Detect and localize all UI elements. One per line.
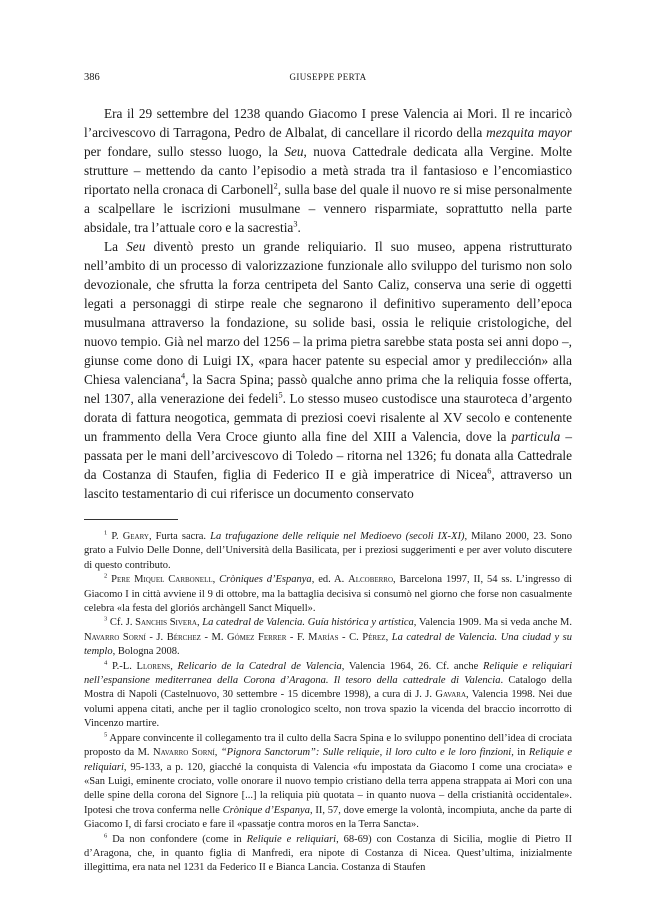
paragraph: La Seu diventò presto un grande reliquiario. Il suo museo, appena ristrutturato nell’ambito di un processo di valorizzazione funzionale allo sviluppo del turismo non solo devozionale, che sfrutta la forza centripeta del Santo Caliz, conserva una serie di oggetti legati a personaggi di stirpe reale che segnarono il definitivo superamento dell’epoca musulmana attraverso la fondazione, su solide basi, ossia le reliquie cristologiche, del nuovo tempio. Già nel marzo del 1256 – la prima pietra sarebbe stata posta sei anni dopo –, giunse come dono di Luigi IX, «para hacer patente su especial amor y predilección» alla Chiesa valenciana$^4$, la Sacra Spina; passò qualche anno prima che la reliquia fosse offerta, nel 1307, alla venerazione dei fedeli$^5$. Lo stesso museo custodisce una stauroteca d’argento dorata di fattura neogotica, gemmata di preziosi coevi risalente al XV secolo e contenente un frammento della Vera Croce giunto alla fine del XIII a Valencia, dove la particula – passata per le mani dell’arcivescovo di Toledo – ritorna nel 1326; fu donata alla Cattedrale da Costanza di Staufen, figlia di Federico II e già imperatrice di Nicea$^6$, attraverso un lascito testamentario di cui riferisce un documento conservato <box>84 239 572 501</box>
footnote: $^2$ Pere Miquel Carbonell, Cròniques d’Espanya, ed. A. Alcoberro, Barcelona 1997, II, 54 ss. L’ingresso di Giacomo I in città avviene il 9 di ottobre, ma la battaglia decisiva si consumò nel giorno che forse non casualmente celebra «la festa del gloriós archàngell Sanct Miquell». <box>84 572 573 615</box>
page-number: 386 <box>84 72 100 83</box>
paragraph: Era il 29 settembre del 1238 quando Giacomo I prese Valencia ai Mori. Il re incaricò l’arcivescovo di Tarragona, Pedro de Albalat, di cancellare il ricordo della mezquita mayor per fondare, sullo stesso luogo, la Seu, nuova Cattedrale dedicata alla Vergine. Molte strutture – mettendo da canto l’episodio a metà strada tra il fantasioso e l’encomiastico riportato nella cronaca di Carbonell$^2$, sulla base del quale il nuovo re si mise personalmente a scalpellare le iscrizioni musulmane – vennero risparmiate, soprattutto nella parte absidale, tra l’attuale coro e la sacrestia$^3$. <box>84 106 572 235</box>
footnote: $^4$ P.-L. Llorens, Relicario de la Catedral de Valencia, Valencia 1964, 26. Cf. anche Reliquie e reliquiari nell’espansione mediterranea della Corona d’Aragona. Il tesoro della cattedrale di Valencia. Catalogo della Mostra di Napoli (Castelnuovo, 30 settembre - 15 dicembre 1998), a cura di J. J. Gavara, Valencia 1998. Nei due volumi appena citati, anche per il taglio cronologico scelto, non trova spazio la vicenda del braccio incorrotto di Vincenzo martire. <box>84 659 573 730</box>
footnote-ref[interactable]: 5 <box>278 390 283 400</box>
footnote-ref[interactable]: 2 <box>273 181 278 191</box>
running-head: GIUSEPPE PERTA <box>289 72 367 82</box>
footnote-ref[interactable]: 4 <box>181 371 186 381</box>
main-text <box>84 104 572 503</box>
footnote-ref[interactable]: 3 <box>293 219 298 229</box>
footnote: $^5$ Appare convincente il collegamento tra il culto della Sacra Spina e lo sviluppo ponentino dell’idea di crociata proposto da M. Navarro Sorní, “Pignora Sanctorum”: Sulle reliquie, il loro culto e le loro finzioni, in Reliquie e reliquiari, 95-133, a p. 120, giacché la conquista di Valencia «fu impostata da Giacomo I come una crociata» e «San Luigi, eminente crociato, volle onorare il nuovo tempio cristiano della terra appena strappata ai Mori con una delle spine della corona del Signore [...] la reliquia più quotata – in quanto nuova – della cristianità occidentale». Ipotesi che trova conferma nelle Crònique d’Espanya, II, 57, dove emerge la volontà, incompiuta, anche da parte di Giacomo I, di farsi crociato e fare il «passatje contra moros en la Terra Sancta». <box>84 731 573 831</box>
footnote-separator <box>84 519 178 520</box>
page <box>84 72 572 876</box>
footnote: $^3$ Cf. J. Sanchis Sivera, La catedral de Valencia. Guía histórica y artística, Valencia 1909. Ma si veda anche M. Navarro Sorní - J. Bérchez - M. Gómez Ferrer - F. Marías - C. Pérez, La catedral de Valencia. Una ciudad y su templo, Bologna 2008. <box>84 615 573 658</box>
page-header <box>84 72 572 88</box>
footnote: $^1$ P. Geary, Furta sacra. La trafugazione delle reliquie nel Medioevo (secoli IX-XI), Milano 2000, 23. Sono grato a Fulvio Delle Donne, dell’Università della Basilicata, per i preziosi suggerimenti e per aver voluto discutere di questo contributo. <box>84 529 573 571</box>
footnotes <box>84 530 572 876</box>
footnote: $^6$ Da non confondere (come in Reliquie e reliquiari, 68-69) con Costanza di Sicilia, moglie di Pietro II d’Aragona, che, in quanto figlia di Manfredi, era nipote di Costanza di Nicea. Quest’ultima, inizialmente illegittima, era nata nel 1231 da Federico II e Bianca Lancia. Costanza di Staufen <box>84 832 573 874</box>
footnote-ref[interactable]: 6 <box>487 466 492 476</box>
